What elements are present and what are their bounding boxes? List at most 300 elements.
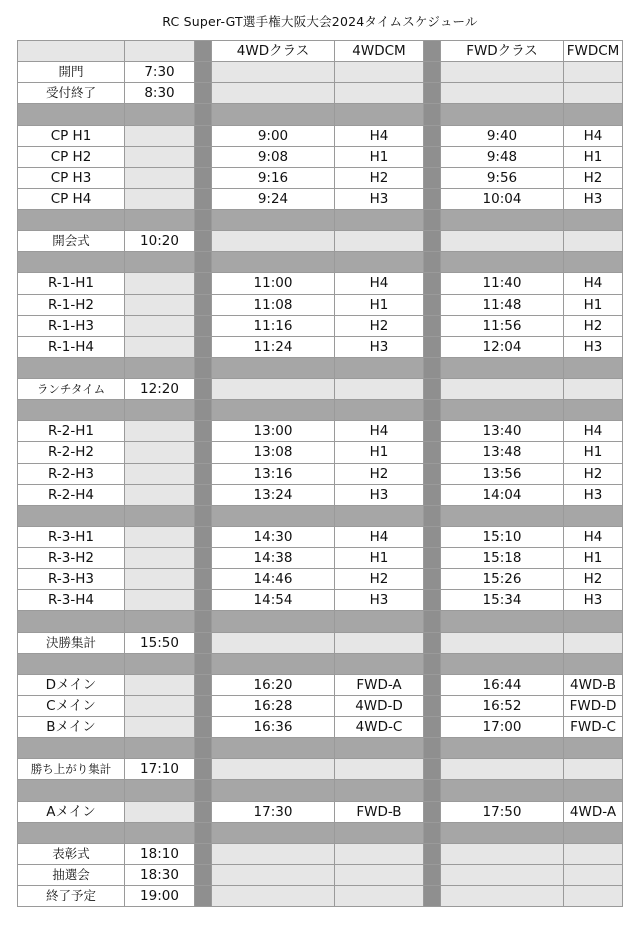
heat-fwd-cm: FWD-C (564, 717, 623, 738)
event-time: 10:20 (125, 231, 195, 252)
heat-label: R-3-H2 (18, 548, 125, 569)
heat-4wd-cm: H2 (335, 463, 424, 484)
separator-cell (125, 104, 195, 125)
column-divider (424, 886, 441, 907)
column-divider (424, 653, 441, 674)
empty-cell (125, 590, 195, 611)
separator-cell (441, 252, 564, 273)
heat-fwd-cm: H3 (564, 336, 623, 357)
column-divider (195, 104, 212, 125)
empty-cell (125, 315, 195, 336)
empty-cell (212, 379, 335, 400)
separator-cell (18, 252, 125, 273)
empty-cell (125, 695, 195, 716)
separator-cell (18, 210, 125, 231)
event-label: 開会式 (18, 231, 125, 252)
header-fwd-class: FWDクラス (441, 41, 564, 62)
separator-cell (564, 822, 623, 843)
heat-4wd-time: 9:08 (212, 146, 335, 167)
heat-4wd-cm: H4 (335, 125, 424, 146)
heat-label: R-1-H1 (18, 273, 125, 294)
separator-cell (564, 505, 623, 526)
header-4wd-class: 4WDクラス (212, 41, 335, 62)
column-divider (424, 146, 441, 167)
heat-4wd-time: 11:00 (212, 273, 335, 294)
event-time: 18:30 (125, 864, 195, 885)
column-divider (424, 463, 441, 484)
heat-4wd-cm: H1 (335, 294, 424, 315)
separator-cell (564, 611, 623, 632)
separator-cell (125, 210, 195, 231)
column-divider (195, 611, 212, 632)
heat-4wd-time: 14:46 (212, 569, 335, 590)
separator-cell (441, 505, 564, 526)
empty-cell (125, 336, 195, 357)
column-divider (195, 801, 212, 822)
heat-label: CP H2 (18, 146, 125, 167)
heat-row (18, 167, 623, 188)
column-divider (424, 505, 441, 526)
separator-row (18, 653, 623, 674)
separator-cell (441, 104, 564, 125)
separator-cell (212, 822, 335, 843)
empty-cell (564, 864, 623, 885)
heat-label: R-3-H3 (18, 569, 125, 590)
separator-cell (441, 210, 564, 231)
heat-label: R-2-H2 (18, 442, 125, 463)
heat-4wd-time: 9:24 (212, 188, 335, 209)
separator-cell (18, 357, 125, 378)
separator-cell (18, 611, 125, 632)
empty-cell (125, 484, 195, 505)
separator-row (18, 104, 623, 125)
separator-cell (335, 822, 424, 843)
column-divider (195, 590, 212, 611)
heat-4wd-cm: H4 (335, 273, 424, 294)
column-divider (195, 315, 212, 336)
separator-cell (125, 653, 195, 674)
separator-cell (18, 780, 125, 801)
event-label: 表彰式 (18, 843, 125, 864)
column-divider (195, 822, 212, 843)
column-divider (195, 442, 212, 463)
empty-cell (441, 62, 564, 83)
heat-label: Aメイン (18, 801, 125, 822)
empty-cell (125, 146, 195, 167)
column-divider (195, 62, 212, 83)
column-divider (195, 294, 212, 315)
column-divider (424, 379, 441, 400)
heat-4wd-cm: H3 (335, 484, 424, 505)
empty-cell (564, 759, 623, 780)
header-blank (125, 41, 195, 62)
separator-cell (335, 738, 424, 759)
empty-cell (335, 83, 424, 104)
heat-label: R-1-H4 (18, 336, 125, 357)
empty-cell (564, 886, 623, 907)
heat-fwd-time: 9:48 (441, 146, 564, 167)
heat-4wd-cm: H2 (335, 167, 424, 188)
empty-cell (212, 759, 335, 780)
separator-cell (212, 400, 335, 421)
heat-4wd-time: 11:08 (212, 294, 335, 315)
column-divider (195, 759, 212, 780)
separator-cell (335, 653, 424, 674)
column-divider (424, 62, 441, 83)
heat-fwd-cm: H1 (564, 548, 623, 569)
heat-fwd-time: 16:52 (441, 695, 564, 716)
column-divider (195, 738, 212, 759)
separator-cell (441, 357, 564, 378)
empty-cell (212, 83, 335, 104)
column-divider (424, 442, 441, 463)
heat-4wd-cm: FWD-A (335, 674, 424, 695)
heat-row (18, 590, 623, 611)
column-divider (195, 379, 212, 400)
empty-cell (125, 463, 195, 484)
event-label: 決勝集計 (18, 632, 125, 653)
heat-fwd-time: 9:56 (441, 167, 564, 188)
heat-fwd-time: 14:04 (441, 484, 564, 505)
heat-4wd-time: 13:00 (212, 421, 335, 442)
event-time: 17:10 (125, 759, 195, 780)
heat-fwd-cm: 4WD-A (564, 801, 623, 822)
column-divider (424, 674, 441, 695)
column-divider (195, 632, 212, 653)
column-divider (424, 336, 441, 357)
empty-cell (212, 843, 335, 864)
separator-row (18, 611, 623, 632)
heat-row (18, 125, 623, 146)
heat-fwd-time: 11:48 (441, 294, 564, 315)
separator-cell (125, 252, 195, 273)
column-divider (195, 653, 212, 674)
heat-row (18, 442, 623, 463)
separator-cell (564, 210, 623, 231)
heat-fwd-time: 15:10 (441, 526, 564, 547)
empty-cell (212, 864, 335, 885)
event-time: 7:30 (125, 62, 195, 83)
event-time: 8:30 (125, 83, 195, 104)
event-row (18, 632, 623, 653)
empty-cell (441, 231, 564, 252)
heat-4wd-cm: 4WD-D (335, 695, 424, 716)
column-divider (195, 146, 212, 167)
column-divider (424, 801, 441, 822)
column-divider (195, 548, 212, 569)
empty-cell (564, 843, 623, 864)
heat-fwd-time: 15:26 (441, 569, 564, 590)
column-divider (424, 125, 441, 146)
separator-cell (212, 653, 335, 674)
heat-fwd-time: 11:40 (441, 273, 564, 294)
heat-4wd-time: 9:00 (212, 125, 335, 146)
heat-fwd-cm: H3 (564, 590, 623, 611)
column-divider (195, 843, 212, 864)
heat-fwd-cm: H1 (564, 442, 623, 463)
heat-fwd-cm: H4 (564, 125, 623, 146)
column-divider (195, 421, 212, 442)
separator-cell (18, 104, 125, 125)
column-divider (195, 83, 212, 104)
heat-4wd-time: 14:30 (212, 526, 335, 547)
heat-label: R-2-H1 (18, 421, 125, 442)
separator-cell (335, 611, 424, 632)
heat-4wd-cm: H4 (335, 526, 424, 547)
column-divider (195, 780, 212, 801)
separator-cell (125, 822, 195, 843)
event-time: 12:20 (125, 379, 195, 400)
empty-cell (335, 379, 424, 400)
heat-fwd-cm: H4 (564, 526, 623, 547)
separator-cell (564, 653, 623, 674)
column-divider (424, 864, 441, 885)
column-divider (195, 357, 212, 378)
event-row (18, 886, 623, 907)
empty-cell (441, 379, 564, 400)
empty-cell (212, 886, 335, 907)
heat-fwd-time: 13:56 (441, 463, 564, 484)
column-divider (195, 273, 212, 294)
heat-fwd-cm: H2 (564, 167, 623, 188)
separator-cell (212, 611, 335, 632)
heat-4wd-time: 13:08 (212, 442, 335, 463)
column-divider (424, 231, 441, 252)
empty-cell (125, 125, 195, 146)
separator-row (18, 738, 623, 759)
column-divider (195, 41, 212, 62)
heat-4wd-time: 16:20 (212, 674, 335, 695)
heat-row (18, 146, 623, 167)
heat-fwd-cm: H4 (564, 273, 623, 294)
empty-cell (212, 231, 335, 252)
header-row (18, 41, 623, 62)
heat-fwd-cm: H1 (564, 146, 623, 167)
empty-cell (335, 632, 424, 653)
separator-row (18, 400, 623, 421)
heat-label: R-1-H3 (18, 315, 125, 336)
event-row (18, 379, 623, 400)
separator-cell (212, 738, 335, 759)
empty-cell (125, 273, 195, 294)
heat-4wd-cm: H1 (335, 442, 424, 463)
event-label: 抽選会 (18, 864, 125, 885)
column-divider (195, 484, 212, 505)
separator-cell (441, 738, 564, 759)
heat-fwd-cm: H3 (564, 188, 623, 209)
heat-label: Bメイン (18, 717, 125, 738)
heat-label: Cメイン (18, 695, 125, 716)
separator-cell (125, 780, 195, 801)
page-title: RC Super-GT選手権大阪大会2024タイムスケジュール (162, 14, 478, 29)
column-divider (195, 463, 212, 484)
heat-row (18, 717, 623, 738)
heat-4wd-time: 16:36 (212, 717, 335, 738)
column-divider (424, 421, 441, 442)
separator-cell (18, 400, 125, 421)
column-divider (424, 41, 441, 62)
event-row (18, 62, 623, 83)
column-divider (424, 759, 441, 780)
separator-cell (212, 780, 335, 801)
heat-fwd-cm: FWD-D (564, 695, 623, 716)
heat-4wd-time: 16:28 (212, 695, 335, 716)
column-divider (195, 569, 212, 590)
empty-cell (125, 421, 195, 442)
heat-row (18, 336, 623, 357)
column-divider (195, 252, 212, 273)
column-divider (195, 125, 212, 146)
schedule-table (17, 40, 623, 907)
heat-4wd-time: 13:16 (212, 463, 335, 484)
empty-cell (441, 864, 564, 885)
separator-cell (564, 738, 623, 759)
empty-cell (212, 632, 335, 653)
heat-row (18, 273, 623, 294)
empty-cell (125, 526, 195, 547)
column-divider (424, 273, 441, 294)
separator-row (18, 357, 623, 378)
heat-row (18, 526, 623, 547)
column-divider (424, 484, 441, 505)
column-divider (195, 210, 212, 231)
event-row (18, 231, 623, 252)
heat-fwd-time: 15:18 (441, 548, 564, 569)
separator-cell (335, 505, 424, 526)
column-divider (424, 315, 441, 336)
heat-label: R-1-H2 (18, 294, 125, 315)
column-divider (195, 167, 212, 188)
separator-row (18, 505, 623, 526)
column-divider (195, 695, 212, 716)
column-divider (424, 188, 441, 209)
event-row (18, 864, 623, 885)
heat-row (18, 569, 623, 590)
column-divider (195, 400, 212, 421)
column-divider (424, 590, 441, 611)
column-divider (195, 886, 212, 907)
heat-4wd-cm: 4WD-C (335, 717, 424, 738)
separator-cell (125, 357, 195, 378)
event-time: 18:10 (125, 843, 195, 864)
column-divider (424, 822, 441, 843)
heat-4wd-time: 17:30 (212, 801, 335, 822)
heat-label: R-3-H1 (18, 526, 125, 547)
empty-cell (335, 843, 424, 864)
empty-cell (564, 62, 623, 83)
separator-cell (125, 738, 195, 759)
heat-fwd-time: 17:00 (441, 717, 564, 738)
heat-row (18, 315, 623, 336)
event-time: 19:00 (125, 886, 195, 907)
empty-cell (125, 569, 195, 590)
heat-row (18, 188, 623, 209)
heat-4wd-time: 9:16 (212, 167, 335, 188)
separator-cell (564, 357, 623, 378)
separator-cell (212, 104, 335, 125)
separator-cell (564, 400, 623, 421)
separator-cell (212, 210, 335, 231)
header-blank (18, 41, 125, 62)
separator-cell (335, 104, 424, 125)
column-divider (424, 357, 441, 378)
separator-row (18, 252, 623, 273)
column-divider (424, 104, 441, 125)
separator-cell (335, 400, 424, 421)
separator-cell (335, 357, 424, 378)
empty-cell (564, 632, 623, 653)
heat-4wd-time: 11:24 (212, 336, 335, 357)
event-row (18, 759, 623, 780)
column-divider (195, 231, 212, 252)
column-divider (424, 400, 441, 421)
empty-cell (441, 886, 564, 907)
heat-row (18, 801, 623, 822)
column-divider (424, 569, 441, 590)
schedule-body (18, 41, 623, 907)
empty-cell (441, 83, 564, 104)
empty-cell (125, 188, 195, 209)
empty-cell (125, 674, 195, 695)
column-divider (424, 611, 441, 632)
heat-4wd-cm: H3 (335, 188, 424, 209)
heat-row (18, 294, 623, 315)
heat-label: R-2-H4 (18, 484, 125, 505)
column-divider (195, 717, 212, 738)
separator-cell (564, 104, 623, 125)
heat-4wd-cm: H1 (335, 548, 424, 569)
heat-4wd-cm: FWD-B (335, 801, 424, 822)
heat-4wd-cm: H2 (335, 569, 424, 590)
separator-cell (564, 780, 623, 801)
heat-fwd-cm: 4WD-B (564, 674, 623, 695)
separator-row (18, 822, 623, 843)
empty-cell (564, 83, 623, 104)
separator-cell (441, 400, 564, 421)
separator-cell (564, 252, 623, 273)
event-label: 受付終了 (18, 83, 125, 104)
event-row (18, 843, 623, 864)
heat-row (18, 463, 623, 484)
separator-cell (441, 822, 564, 843)
separator-cell (18, 653, 125, 674)
separator-cell (441, 780, 564, 801)
separator-cell (125, 505, 195, 526)
empty-cell (441, 759, 564, 780)
heat-row (18, 548, 623, 569)
heat-fwd-cm: H2 (564, 569, 623, 590)
heat-4wd-time: 14:54 (212, 590, 335, 611)
heat-label: CP H3 (18, 167, 125, 188)
heat-fwd-cm: H3 (564, 484, 623, 505)
separator-cell (441, 611, 564, 632)
empty-cell (335, 62, 424, 83)
empty-cell (212, 62, 335, 83)
heat-4wd-cm: H1 (335, 146, 424, 167)
heat-fwd-time: 12:04 (441, 336, 564, 357)
column-divider (424, 83, 441, 104)
heat-row (18, 674, 623, 695)
separator-cell (125, 611, 195, 632)
column-divider (424, 695, 441, 716)
heat-fwd-time: 10:04 (441, 188, 564, 209)
column-divider (424, 210, 441, 231)
column-divider (195, 505, 212, 526)
column-divider (424, 548, 441, 569)
separator-cell (18, 738, 125, 759)
heat-fwd-cm: H4 (564, 421, 623, 442)
heat-fwd-cm: H2 (564, 315, 623, 336)
